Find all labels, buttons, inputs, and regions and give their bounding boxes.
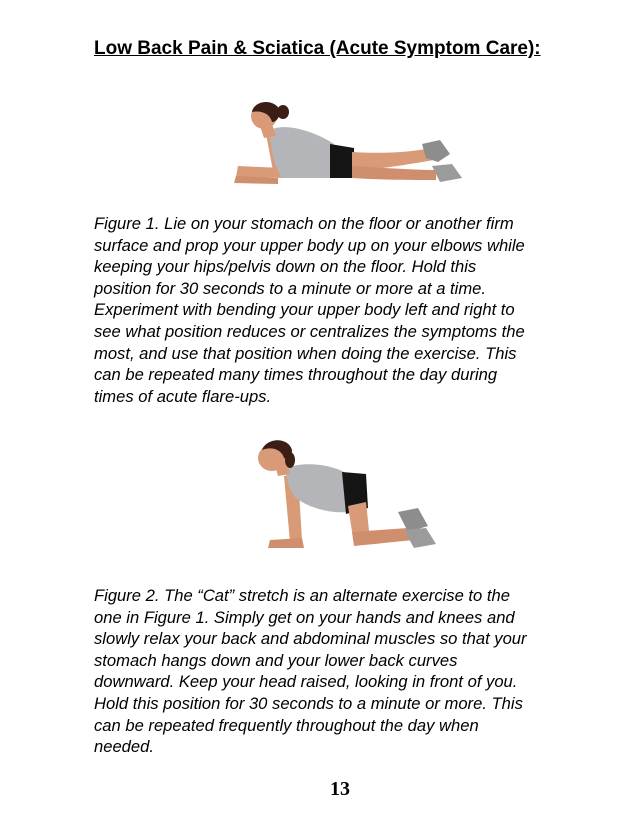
cat-stretch-figure bbox=[248, 436, 440, 554]
prone-on-elbows-figure bbox=[226, 96, 466, 191]
figure-1-caption: Figure 1. Lie on your stomach on the floor or another firm surface and prop your upper body up on your elbows while keeping your hips/pelvis down on the floor. Hold this position for 30 seconds to a minute or more at a time. Experiment with bending your upper body left and right to see what position reduces or centralizes the symptoms the most, and use that position when doing the exercise. This can be repeated many times throughout the day during times of acute flare-ups. bbox=[94, 214, 525, 406]
page-title: Low Back Pain & Sciatica (Acute Symptom Care): bbox=[94, 38, 541, 59]
figure-2-caption: Figure 2. The “Cat” stretch is an alternate exercise to the one in Figure 1. Simply get on your hands and knees and slowly relax your back and abdominal muscles so that your stomach hangs down and your lower back curves downward. Keep your head raised, looking in front of you. Hold this position for 30 seconds to a minute or more. This can be repeated frequently throughout the day when needed. bbox=[94, 586, 527, 757]
page-number: 13 bbox=[330, 778, 350, 800]
